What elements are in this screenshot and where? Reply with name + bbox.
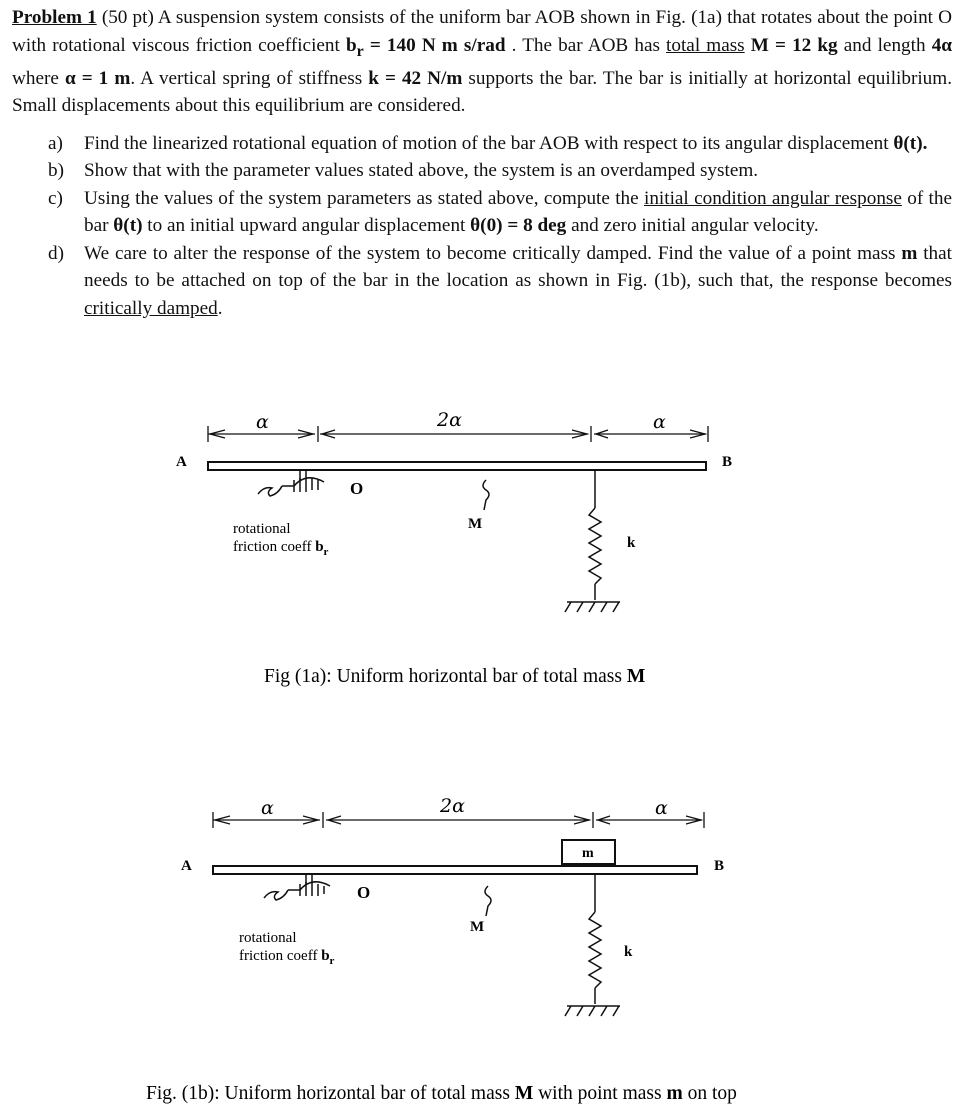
center-of-mass-marker: [483, 480, 489, 510]
length-value: 4α: [931, 34, 952, 56]
label-k: k: [624, 944, 633, 960]
label-o: O: [357, 883, 371, 902]
label-m-mass: M: [468, 516, 483, 532]
question-parts: [12, 130, 952, 323]
part-d: d) We care to alter the response of the system to become critically damped. Find the value of a point mass m that needs to be attached on top of the bar in the location as shown in Fig. (1b), such that, the response becomes critically damped.: [12, 240, 952, 323]
alpha-value: α = 1 m: [64, 67, 131, 89]
pivot-friction-symbol: [258, 470, 324, 496]
label-a: A: [176, 454, 187, 470]
statement-text: where: [12, 67, 65, 89]
part-label: a): [48, 132, 63, 154]
spring: [565, 874, 620, 1016]
total-mass-text: total mass: [666, 34, 745, 56]
mass-value: M = 12 kg: [744, 34, 838, 56]
part-label: d): [48, 242, 64, 264]
part-label: c): [48, 187, 63, 209]
friction-label-line2: friction coeff $b_r$: [233, 539, 329, 558]
figure-1a: [0, 400, 976, 700]
center-of-mass-marker: [485, 886, 491, 916]
label-a: A: [181, 858, 192, 874]
figure-1a-diagram: [0, 400, 976, 700]
figure-1b-caption: Fig. (1b): Uniform horizontal bar of total mass M with point mass m on top: [146, 1083, 737, 1104]
figure-1b: [0, 790, 976, 1114]
dim-label-right: α: [655, 797, 668, 819]
part-a: a) Find the linearized rotational equation of motion of the bar AOB with respect to its angular displacement θ(t).: [12, 130, 952, 158]
problem-statement: [12, 4, 952, 120]
label-b: B: [714, 858, 725, 874]
friction-label-line1: rotational: [233, 521, 291, 537]
statement-text: supports the bar. The bar is initially at horizontal equilibrium. Small displacements about this equilibrium are considered.: [12, 67, 952, 117]
dim-label-left: α: [256, 411, 269, 433]
part-c: c) Using the values of the system parameters as stated above, compute the initial condition angular response of the bar θ(t) to an initial upward angular displacement θ(0) = 8 deg and zero initial angular velocity.: [12, 185, 952, 240]
br-symbol: $b_r = 140$ N m s/rad: [345, 34, 506, 60]
pivot-friction-symbol: [264, 874, 330, 900]
figure-1b-diagram: [0, 790, 976, 1114]
label-k: k: [627, 535, 636, 551]
label-b: B: [722, 454, 733, 470]
part-b: b) Show that with the parameter values stated above, the system is an overdamped system.: [12, 157, 952, 185]
label-point-mass: m: [582, 846, 594, 861]
statement-text: . The bar AOB has: [505, 34, 667, 56]
bar-aob: [208, 462, 706, 470]
spring: [565, 470, 620, 612]
figure-1a-caption: Fig (1a): Uniform horizontal bar of total mass M: [264, 666, 646, 687]
stiffness-value: k = 42 N/m: [368, 67, 463, 89]
dim-label-middle: 2α: [440, 795, 465, 817]
dim-label-right: α: [653, 411, 666, 433]
statement-text: and length: [837, 34, 932, 56]
friction-label-line1: rotational: [239, 930, 297, 946]
label-m-mass: M: [470, 919, 485, 935]
problem-points: (50 pt): [101, 7, 154, 28]
friction-label-line2: friction coeff $b_r$: [239, 948, 335, 967]
statement-text: A suspension system consists of the uniform bar AOB shown in Fig. (1a) that rotates about the point O with rotational viscous friction coefficient: [12, 7, 952, 56]
label-o: O: [350, 479, 364, 498]
dim-label-middle: 2α: [437, 409, 462, 431]
part-label: b): [48, 160, 64, 182]
statement-text: . A vertical spring of stiffness: [130, 67, 369, 89]
bar-aob: [213, 866, 697, 874]
problem-document: [12, 4, 952, 322]
problem-heading: Problem 1: [12, 7, 97, 28]
dim-label-left: α: [261, 797, 274, 819]
